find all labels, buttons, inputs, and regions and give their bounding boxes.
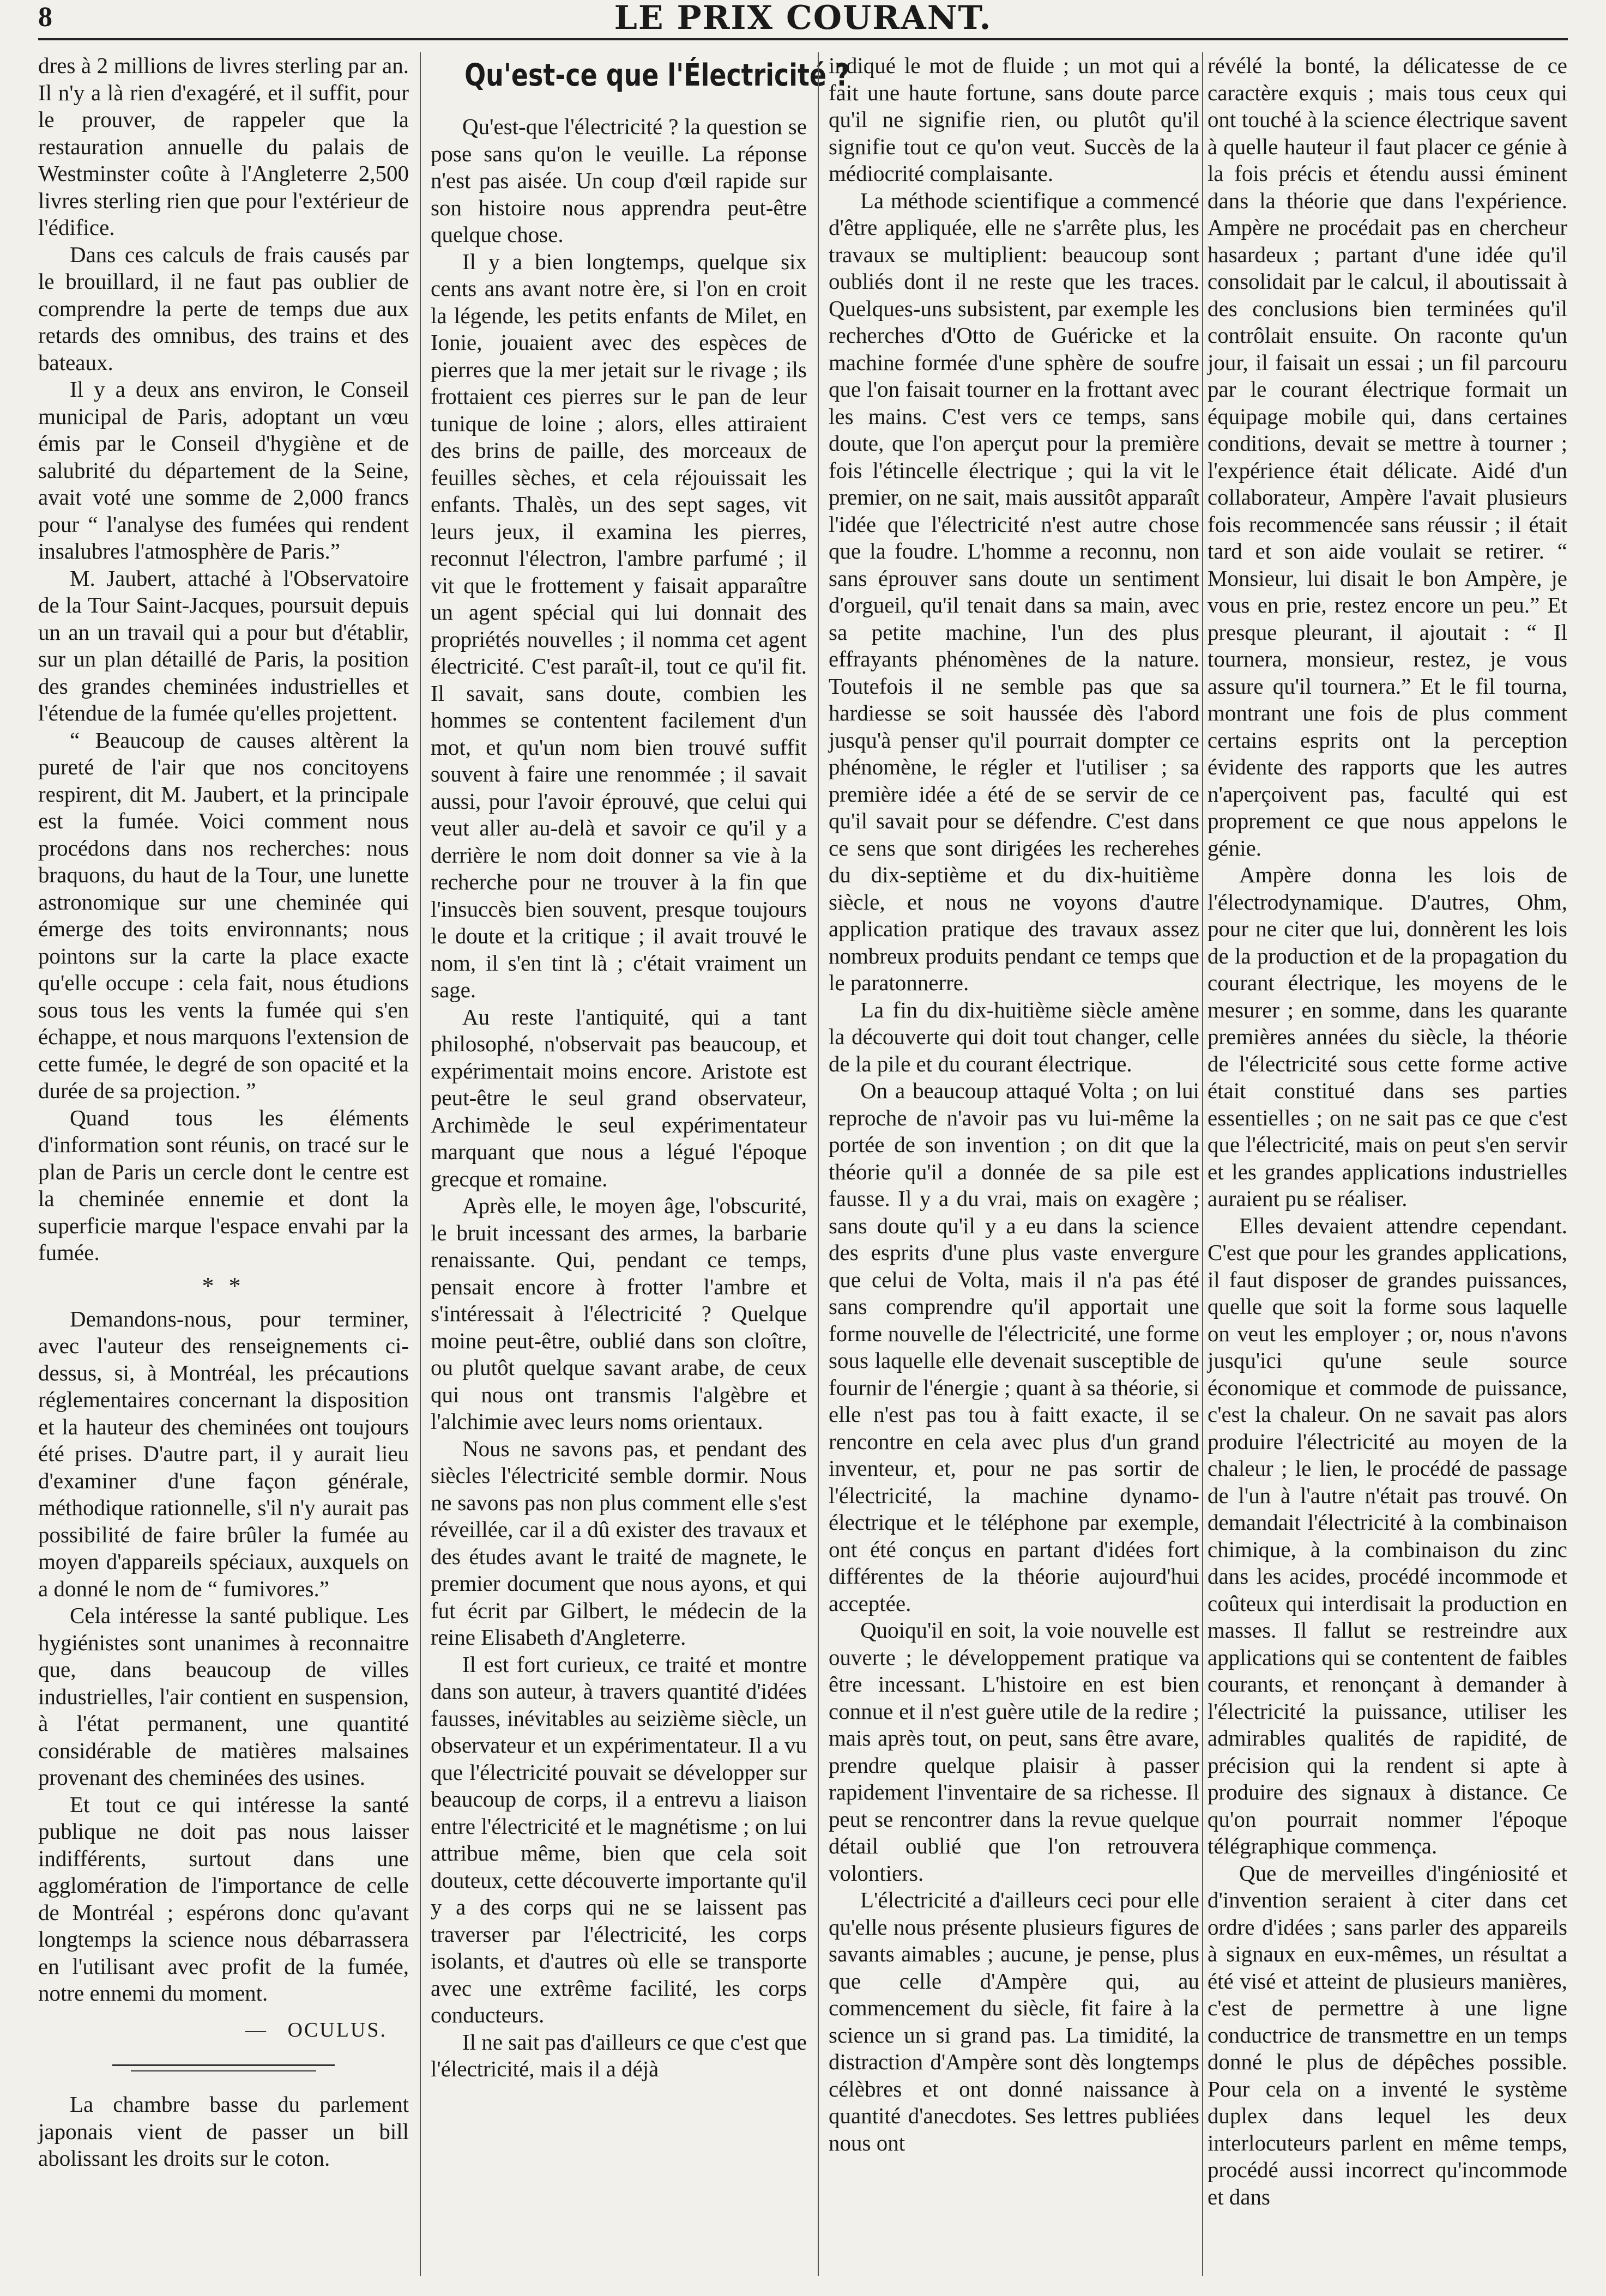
paragraph: Au reste l'antiquité, qui a tant philosophé, n'observait pas beaucoup, et expérimentait moins encore. Aristote est peut-être le seul grand observateur, Archimède le seul expérimentateur marquant que nous a légué l'époque grecque et romaine. — [431, 1004, 807, 1191]
paragraph: M. Jaubert, attaché à l'Observatoire de la Tour Saint-Jacques, poursuit depuis un an un travail qui a pour but d'établir, sur un plan détaillé de Paris, la position des grandes cheminées industrielles et l'étendue de la fumée qu'elles projettent. — [38, 565, 409, 725]
paragraph: La chambre basse du parlement japonais vient de passer un bill abolissant les droits sur le coton. — [38, 2092, 409, 2171]
paragraph: Cela intéresse la santé publique. Les hygiénistes sont unanimes à reconnaitre que, dans beaucoup de villes industrielles, l'air contient en suspension, à l'état permanent, une quantité considérable de matières malsaines provenant des cheminées des usines. — [38, 1603, 409, 1790]
paragraph: Et tout ce qui intéresse la santé publique ne doit pas nous laisser indifférents, surtout dans une agglomération de l'importance de celle de Montréal ; espérons donc qu'avant longtemps la science nous débarrassera en l'utilisant avec profit de la fumée, notre ennemi du moment. — [38, 1791, 409, 2006]
paragraph: dres à 2 millions de livres sterling par an. Il n'y a là rien d'exagéré, et il suffit, pour le prouver, de rappeler que la restauration annuelle du palais de Westminster coûte à l'Angleterre 2,500 livres sterling rien que pour l'extérieur de l'édifice. — [38, 53, 409, 240]
paragraph: Quoiqu'il en soit, la voie nouvelle est ouverte ; le développement pratique va être incessant. L'histoire en est bien connue et il n'est guère utile de la redire ; mais après tout, on peut, sans être avare, prendre quelque plaisir à passer rapidement l'inventaire de sa richesse. Il peut se rencontrer dans la revue quelque détail oublié que l'on retrouvera volontiers. — [829, 1618, 1199, 1886]
paragraph: Il y a deux ans environ, le Conseil municipal de Paris, adoptant un vœu émis par le Conseil d'hygiène et de salubrité du département de la Seine, avait voté une somme de 2,000 francs pour “ l'analyse des fumées qui rendent insalubres l'atmosphère de Paris.” — [38, 377, 409, 564]
paragraph: Après elle, le moyen âge, l'obscurité, le bruit incessant des armes, la barbarie renaissante. Qui, pendant ce temps, pensait encore à frotter l'ambre et s'intéressait à l'électricité ? Quelque moine peut-être, oublié dans son cloître, ou plutôt quelque savant arabe, de ceux qui nous ont transmis l'algèbre et l'alchimie avec leurs noms orientaux. — [431, 1193, 807, 1434]
column-4 — [1207, 52, 1567, 2276]
paragraph: La méthode scientifique a commencé d'être appliquée, elle ne s'arrête plus, les travaux se multiplient: beaucoup sont oubliés dont il ne reste que les traces. Quelques-uns subsistent, par exemple les recherches d'Otto de Guéricke et la machine formée d'une sphère de soufre que l'on faisait tourner en la frottant avec les mains. C'est vers ce temps, sans doute, que l'on aperçut pour la première fois l'étincelle électrique ; qui la vit le premier, on ne sait, mais aussitôt apparaît l'idée que l'électricité n'est autre chose que la foudre. L'homme a reconnu, non sans éprouver sans doute un sentiment d'orgueil, qu'il tenait dans sa main, avec sa petite machine, l'un des plus effrayants phénomènes de la nature. Toutefois il ne semble pas que sa hardiesse se soit haussée dès l'abord jusqu'à penser qu'il pourrait dompter ce phénomène, le régler et l'utiliser ; sa première idée a été de se servir de ce qu'il savait pour se défendre. C'est dans ce sens que sont dirigées les recherehes du dix-septième et du dix-huitième siècle, et nous ne voyons d'autre application pratique des travaux assez nombreux produits pendant ce temps que le paratonnerre. — [829, 187, 1199, 995]
page-number: 8 — [38, 2, 52, 33]
article-signature — [38, 2017, 387, 2044]
column-rule — [1202, 52, 1203, 2276]
paragraph: La fin du dix-huitième siècle amène la découverte qui doit tout changer, celle de la pile et du courant électrique. — [829, 997, 1199, 1076]
paragraph: Quand tous les éléments d'information sont réunis, on tracé sur le plan de Paris un cercle dont le centre est la cheminée ennemie et dont la superficie marque l'espace envahi par la fumée. — [38, 1105, 409, 1265]
paragraph: Il ne sait pas d'ailleurs ce que c'est que l'électricité, mais il a déjà — [431, 2029, 807, 2081]
masthead-title: LE PRIX COURANT. — [614, 0, 992, 37]
paragraph: indiqué le mot de fluide ; un mot qui a fait une haute fortune, sans doute parce qu'il ne signifie rien, ou plutôt qu'il signifie tout ce qu'on veut. Succès de la médiocrité complaisante. — [829, 53, 1199, 186]
horizontal-rule — [112, 2064, 335, 2066]
column-2 — [431, 52, 850, 2276]
paragraph: On a beaucoup attaqué Volta ; on lui reproche de n'avoir pas vu lui-même la portée de son invention ; on dit que la théorie qu'il a donnée de sa pile est fausse. Il y a du vrai, mais on exagère ; sans doute qu'il y a eu dans la science des esprits d'une plus vaste envergure que celui de Volta, mais il n'a pas été sans comprendre qu'il apportait une forme nouvelle de l'électricité, une forme sous laquelle elle devenait susceptible de fournir de l'énergie ; quant à sa théorie, si elle n'est pas tou à faitt exacte, il se rencontre en cela avec plus d'un grand inventeur, et, pour ne pas sortir de l'électricité, la machine dynamo-électrique et le téléphone par exemple, ont été conçus en partant d'idées fort différentes de la théorie aujourd'hui acceptée. — [829, 1078, 1199, 1616]
horizontal-rule — [131, 2070, 316, 2071]
paragraph: Elles devaient attendre cependant. C'est que pour les grandes applications, il faut disposer de grandes puissances, quelle que soit la forme sous laquelle on veut les employer ; or, nous n'avons jusqu'ici qu'une seule source économique et commode de puissance, c'est la chaleur. On ne savait pas alors produire l'électricité au moyen de la chaleur ; le lien, le procédé de passage de l'un à l'autre n'était pas trouvé. On demandait l'électricité à la combinaison chimique, à la combinaison du zinc dans les acides, procédé incommode et coûteux qui interdisait la production en masses. Il fallut se restreindre aux applications qui se contentent de faibles courants, et renonçant à demander à l'électricité la puissance, utiliser les admirables qualités de rapidité, de précision qui la rendent si apte à produire des signaux à distance. Ce qu'on pourrait nommer l'époque télégraphique commença. — [1207, 1213, 1567, 1858]
paragraph: Demandons-nous, pour terminer, avec l'auteur des renseignements ci-dessus, si, à Montréal, les précautions réglementaires concernant la disposition et la hauteur des cheminées ont toujours été prises. D'autre part, il y aurait lieu d'examiner d'une façon générale, méthodique rationnelle, s'il n'y aurait pas possibilité de faire brûler la fumée au moyen d'appareils spéciaux, auxquels on a donné le nom de “ fumivores.” — [38, 1306, 409, 1601]
article-title: Qu'est-ce que l'Électricité ? — [464, 58, 850, 93]
section-separator-stars: * * — [202, 1272, 245, 1299]
paragraph: “ Beaucoup de causes altèrent la pureté de l'air que nos concitoyens respirent, dit M. Jaubert, et la principale est la fumée. Voici comment nous procédons dans nos recherches: nous braquons, du haut de la Tour, une lunette astronomique sur une cheminée qui émerge des toits environnants; nous pointons sur la carte la place exacte qu'elle occupe : cela fait, nous étudions sous tous les vents la fumée qui s'en échappe, et nous marquons l'extension de cette fumée, le degré de son opacité et la durée de sa projection. ” — [38, 727, 409, 1103]
paragraph: Il y a bien longtemps, quelque six cents ans avant notre ère, si l'on en croit la légende, les petits enfants de Milet, en Ionie, jouaient avec des espèces de pierres que la mer jetait sur le rivage ; ils frottaient ces pierres sur le pan de leur tunique de loine ; alors, elles attiraient des brins de paille, des morceaux de feuilles sèches, et cela réjouissait les enfants. Thalès, un des sept sages, vit leurs jeux, il examina les pierres, reconnut l'électron, l'ambre parfumé ; il vit que le frottement y faisait apparaître un agent spécial qui lui donnait des propriétés nouvelles ; il nomma cet agent électricité. C'est paraît-il, tout ce qu'il fit. Il savait, sans doute, combien les hommes se contentent facilement d'un mot, et qu'un nom bien trouvé suffit souvent à faire une renommée ; il savait aussi, pour l'avoir éprouvé, que celui qui veut aller au-delà et savoir ce qu'il y a derrière le nom doit donner sa vie à la recherche pour ne trouver à la fin que l'insuccès bien souvent, presque toujours le doute et la critique ; il avait trouvé le nom, il s'en tint là ; c'était vraiment un sage. — [431, 249, 807, 1002]
paragraph: Nous ne savons pas, et pendant des siècles l'électricité semble dormir. Nous ne savons pas non plus comment elle s'est réveillée, car il a dû exister des travaux et des études avant le traité de magnete, le premier document que nous ayons, et qui fut écrit par Gilbert, le médecin de la reine Elisabeth d'Angleterre. — [431, 1435, 807, 1650]
paragraph: révélé la bonté, la délicatesse de ce caractère exquis ; mais tous ceux qui ont touché à la science électrique savent à quelle hauteur il faut placer ce génie à la fois précis et étendu aussi éminent dans la théorie que dans l'expérience. Ampère ne procédait pas en chercheur hasardeux ; partant d'une idée qu'il consolidait par le calcul, il aboutissait à des conclusions bien terminées qu'il contrôlait ensuite. On raconte qu'un jour, il faisait un essai ; un fil parcouru par le courant électrique formait un équipage mobile qui, dans certaines conditions, devait se mettre à tourner ; l'expérience était délicate. Aidé d'un collaborateur, Ampère l'avait plusieurs fois recommencée sans réussir ; il était tard et son aide voulait se retirer. “ Monsieur, lui disait le bon Ampère, je vous en prie, restez encore un peu.” Et presque pleurant, il ajoutait : “ Il tournera, monsieur, restez, je vous assure qu'il tournera.” Et le fil tourna, montrant une fois de plus comment certains esprits ont la perception évidente des rapports que les autres n'aperçoivent pas, faculté qui est proprement ce que nous appelons le génie. — [1207, 53, 1567, 861]
signature-name: OCULUS. — [287, 2018, 387, 2041]
paragraph: Il est fort curieux, ce traité et montre dans son auteur, à travers quantité d'idées fausses, inévitables au seizième siècle, un observateur et un expérimentateur. Il a vu que l'électricité pouvait se développer sur beaucoup de corps, il a entrevu a liaison entre l'électricité et le magnétisme ; on lui attribue même, bien que cela soit douteux, cette découverte importante qu'il y a des corps qui ne se laissent pas traverser par l'électricité, les corps isolants, et d'autres où elle se transporte avec une extrême facilité, les corps conducteurs. — [431, 1651, 807, 2027]
paragraph: Ampère donna les lois de l'électrodynamique. D'autres, Ohm, pour ne citer que lui, donnèrent les lois de la production et de la propagation du courant électrique, les moyens de le mesurer ; en somme, dans les quarante premières années du siècle, la théorie de l'électricité sous cette forme active était constitué dans ses parties essentielles ; on ne sait pas ce que c'est que l'électricité, mais on peut s'en servir et les grandes applications industrielles auraient pu se réaliser. — [1207, 862, 1567, 1211]
page-header — [38, 0, 1568, 40]
column-3 — [829, 52, 1199, 2276]
paragraph: Que de merveilles d'ingéniosité et d'invention seraient à citer dans cet ordre d'idées ; sans parler des appareils à signaux en eux-mêmes, un résultat a été visé et atteint de plusieurs manières, c'est de permettre à une ligne conductrice de transmettre en un temps donné le plus de dépêches possible. Pour cela on a inventé le système duplex dans lequel les deux interlocuteurs parlent en même temps, procédé aussi incorrect qu'incommode et dans — [1207, 1860, 1567, 2209]
paragraph: L'électricité a d'ailleurs ceci pour elle qu'elle nous présente plusieurs figures de savants aimables ; aucune, je pense, plus que celle d'Ampère qui, au commencement du siècle, fit faire à la science un si grand pas. La timidité, la distraction d'Ampère sont dès longtemps célèbres et ont donné naissance à quantité d'anecdotes. Ses lettres publiées nous ont — [829, 1887, 1199, 2155]
column-1 — [38, 52, 409, 2276]
paragraph: Qu'est-que l'électricité ? la question se pose sans qu'on le veuille. La réponse n'est pas aisée. Un coup d'œil rapide sur son histoire nous apprendra peut-être quelque chose. — [431, 114, 807, 247]
column-rule — [420, 52, 421, 2276]
column-rule — [818, 52, 819, 2276]
signature-dash: — — [245, 2018, 268, 2041]
paragraph: Dans ces calculs de frais causés par le brouillard, il ne faut pas oublier de comprendre la perte de temps due aux retards des omnibus, des trains et des bateaux. — [38, 241, 409, 375]
